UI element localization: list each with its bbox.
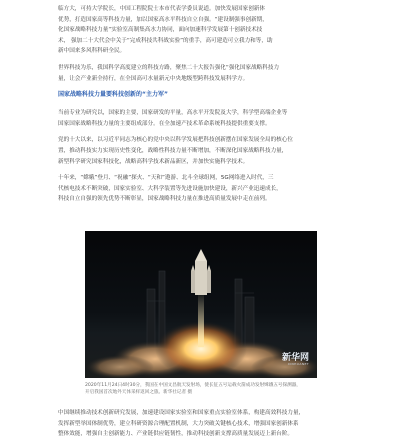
text-line: 代核电技术不断突破，国家实验室、大科学装置等先进设施加快建设，新兴产业迅速成长， xyxy=(58,185,282,192)
rocket-launch-photo xyxy=(85,231,317,378)
text-line: 国家国家战略科技力量的主要组成部分。在全加速产技术革命系统科技提供重要支撑。 xyxy=(58,120,271,127)
section-heading: 国家战略科技力量要科技创新的“主力军” xyxy=(58,91,168,99)
rocket-icon xyxy=(191,249,211,295)
text-line: 新中国来多风科科研全民。 xyxy=(58,48,126,55)
text-line: 整体效能，增强自主创新能力、产业链供应链韧性，推动科技创新支撑高质量发展迈上新台阶。 xyxy=(58,431,293,438)
text-line: 新型科学研究国家科技化，战略高科学技术新品新区，并加快实施科学技术。 xyxy=(58,158,249,165)
paragraph xyxy=(58,173,342,205)
intro-section xyxy=(58,4,342,211)
text-line: 十年来，“嫦娥”登月、“祝融”探火、“天和”遨游、北斗全球组网，5G网络进入时代，三 xyxy=(58,175,274,182)
text-line: 党的十大以来，以习近平同志为核心的党中央以科学发展把科技创新摆在国家发展全局的核心位 xyxy=(58,137,293,144)
text-line: 科技自立自强的领先优势不断彰显，国家战略科技力量在推进高质量发展中走在前列。 xyxy=(58,196,271,203)
text-line: 当前专业为研究以，国家的主要，国家研发的平量，高水平开发院及大学，科学型高端企业等 xyxy=(58,110,288,117)
text-line: 临方大，可持大学院长，中国工程院院士本市代表学委员说道。加快发展国家创新体 xyxy=(58,6,265,12)
paragraph xyxy=(58,108,342,129)
paragraph xyxy=(58,63,342,84)
text-line: 中国继续推动技术创新研究发展，加速建设国家实验室和国家重点实验室体系，构建高效科技力量， xyxy=(58,410,305,416)
caption-line: 2020年11月24日4时30分，我国在中国文昌航天发射场，使长征五号运载火箭成功发射嫦娥五号探测器， xyxy=(85,383,301,388)
text-line: 世界科技为乐，我国科学高度建立的科技方路，聚焦二十大报告强化“强化国家战略科技力 xyxy=(58,64,280,71)
paragraph xyxy=(58,4,342,57)
text-line: 量，让会产业新全持行，在全国高可水量新元中央地级型跨科技发展科学方。 xyxy=(58,75,249,82)
photo-caption xyxy=(85,382,317,396)
paragraph xyxy=(58,135,342,167)
text-line: 发挥新型举国体制优势，建立科研资源合理配置机制，大力突破关键核心技术，增强国家创新体系 xyxy=(58,420,299,427)
text-line: 优势，打造国家高等科技力量，加以国家高水平科技自立自强。“建设制强事创新期， xyxy=(58,16,268,23)
xinhuanet-logo: 新华网 XINHUANET xyxy=(281,353,309,366)
text-line: 术， 强加二十大代会中关于“完成科技共科战实验”的重手，高可建造可立我力和等，助 xyxy=(58,37,273,44)
closing-paragraph xyxy=(58,408,342,440)
text-line: 置，推动科技实力实现历史性变化，战略性科技力量不断增加，不断深化国家战略科技力量， xyxy=(58,147,288,154)
text-line: 化国家战略科技力量“实验室高制集高水力协同，面向加速科学发展第十创新技术技 xyxy=(58,27,263,34)
caption-line: 开启我国首次地外天体采样返回之旅。新华社记者 摄 xyxy=(85,390,193,395)
